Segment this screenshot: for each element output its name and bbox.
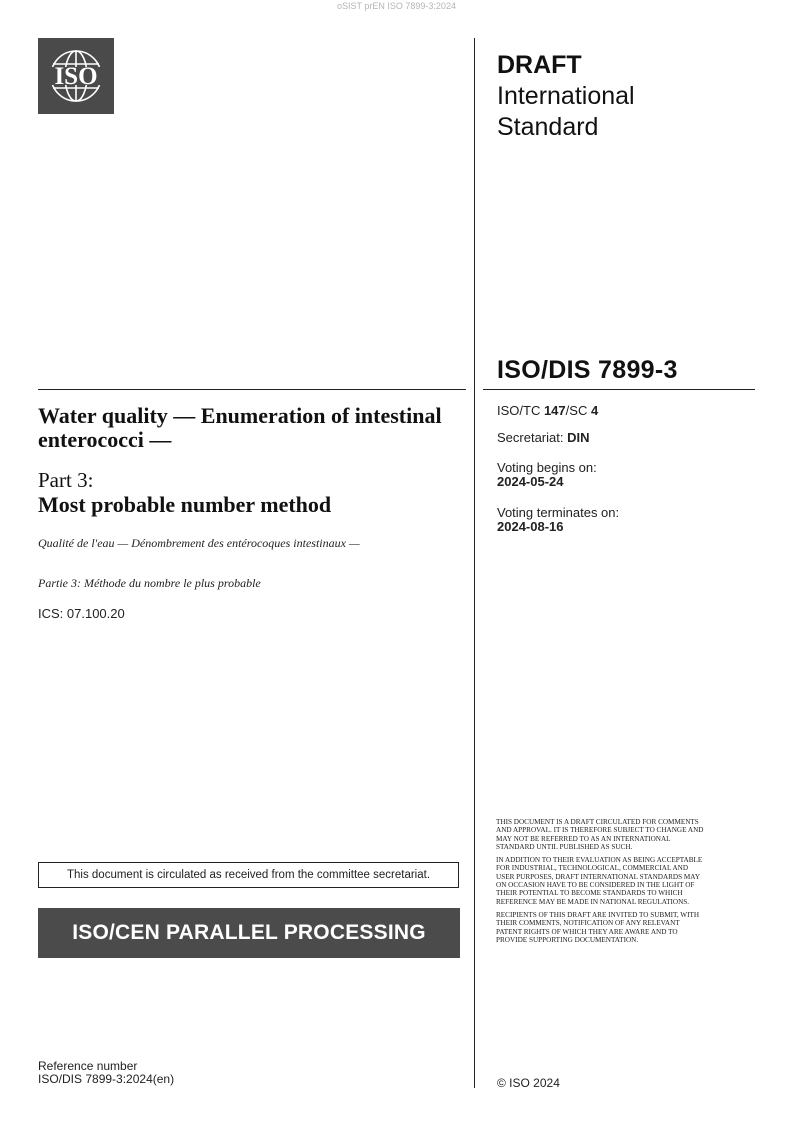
document-stage-heading [497, 50, 635, 143]
part-title: Most probable number method [38, 492, 332, 517]
voting-terminates-date: 2024-08-16 [497, 519, 564, 534]
secretariat-label: Secretariat: [497, 430, 568, 445]
iso-logo-text: ISO [54, 63, 98, 90]
sc-prefix: /SC [565, 403, 591, 418]
left-rule [38, 389, 466, 390]
circulated-note: This document is circulated as received from the committee secretariat. [38, 862, 459, 888]
tc-prefix: ISO/TC [497, 403, 544, 418]
iso-logo [38, 38, 114, 114]
voting-begins [497, 461, 597, 489]
notice-paragraph: IN ADDITION TO THEIR EVALUATION AS BEING ACCEPTABLE FOR INDUSTRIAL, TECHNOLOGICAL, COMMERCIAL AND USER PURPOSES, DRAFT INTERNATIONAL STANDARDS MAY ON OCCASION HAVE TO BE CONSIDERED IN THE LIGHT OF THEIR POTENTIAL TO BECOME STANDARDS TO WHICH REFERENCE MAY BE MADE IN NATIONAL REGULATIONS. [496, 856, 703, 906]
french-title: Qualité de l'eau — Dénombrement des entérocoques intestinaux — [38, 536, 360, 550]
voting-terminates-label: Voting terminates on: [497, 505, 620, 520]
secretariat-line [497, 431, 589, 445]
notice-paragraph: THIS DOCUMENT IS A DRAFT CIRCULATED FOR COMMENTS AND APPROVAL. IT IS THEREFORE SUBJECT TO CHANGE AND MAY NOT BE REFERRED TO AS AN INTERNATIONAL STANDARD UNTIL PUBLISHED AS SUCH. [496, 818, 704, 851]
voting-begins-date: 2024-05-24 [497, 474, 564, 489]
committee-line [497, 404, 598, 418]
standard-number: ISO/DIS 7899-3 [497, 356, 678, 384]
notice-paragraph: RECIPIENTS OF THIS DRAFT ARE INVITED TO SUBMIT, WITH THEIR COMMENTS, NOTIFICATION OF ANY RELEVANT PATENT RIGHTS OF WHICH THEY ARE AWARE AND TO PROVIDE SUPPORTING DOCUMENTATION. [496, 910, 700, 944]
watermark: oSIST prEN ISO 7899-3:2024 [337, 1, 456, 11]
document-title: Water quality — Enumeration of intestinal enterococci — [38, 403, 442, 452]
ics-code: ICS: 07.100.20 [38, 606, 125, 621]
reference-value: ISO/DIS 7899-3:2024(en) [38, 1072, 175, 1086]
international-label: International [497, 82, 635, 110]
column-divider [474, 38, 475, 1088]
reference-label: Reference number [38, 1059, 138, 1073]
parallel-processing-banner: ISO/CEN PARALLEL PROCESSING [38, 908, 460, 958]
draft-notice [496, 818, 706, 949]
right-rule [483, 389, 755, 390]
voting-begins-label: Voting begins on: [497, 460, 597, 475]
reference-block [38, 1060, 174, 1086]
copyright: © ISO 2024 [497, 1076, 560, 1090]
draft-label: DRAFT [497, 51, 582, 79]
secretariat-value: DIN [567, 430, 590, 445]
voting-terminates [497, 506, 619, 534]
part-label: Part 3: [38, 468, 94, 492]
sc-number: 4 [590, 403, 599, 418]
tc-number: 147 [543, 403, 566, 418]
iso-globe-logo-icon [38, 38, 114, 114]
french-part: Partie 3: Méthode du nombre le plus probable [38, 576, 261, 590]
standard-label: Standard [497, 113, 599, 141]
